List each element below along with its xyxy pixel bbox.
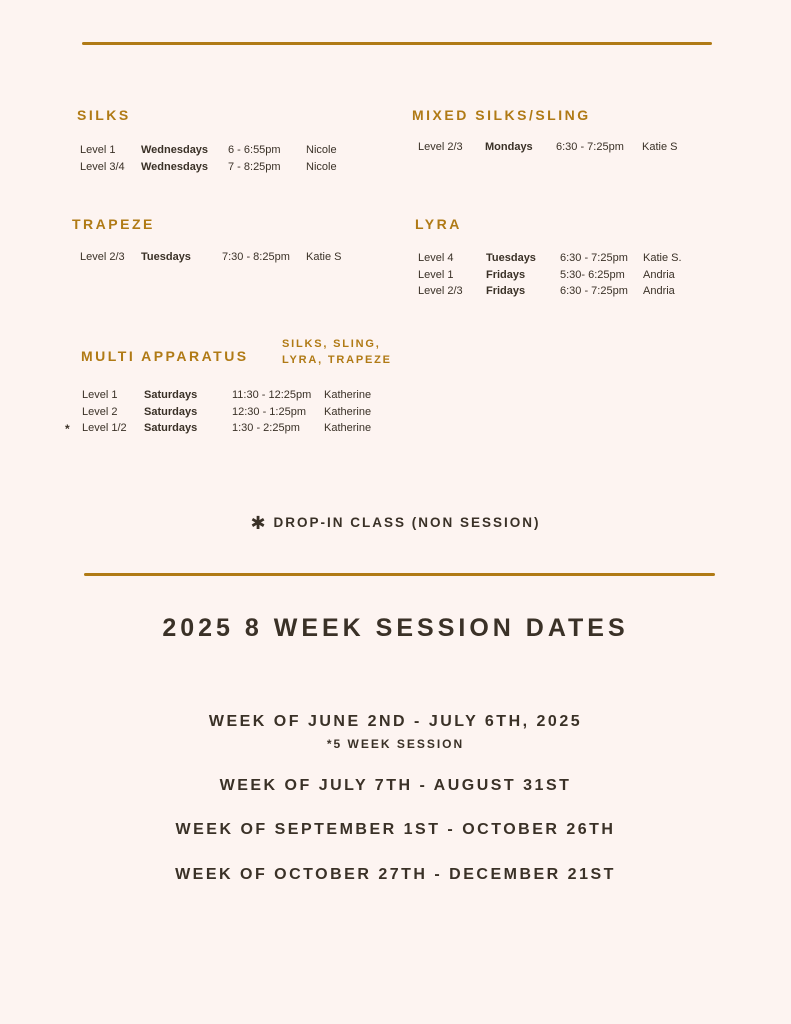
level: Level 2/3 (418, 285, 463, 297)
mixed-silks-sling-title: MIXED SILKS/SLING (412, 107, 591, 123)
time: 1:30 - 2:25pm (232, 422, 300, 434)
day: Tuesdays (141, 251, 191, 263)
level: Level 2/3 (418, 141, 463, 153)
time: 6:30 - 7:25pm (560, 285, 628, 297)
time: 6:30 - 7:25pm (560, 252, 628, 264)
multi-apparatus-title: MULTI APPARATUS (81, 348, 249, 364)
level: Level 1 (418, 268, 454, 281)
instructor: Katie S (642, 141, 678, 153)
level: Level 2 (82, 405, 118, 418)
level: Level 2/3 (80, 251, 125, 263)
subtitle-line: SILKS, SLING, (282, 338, 381, 350)
instructor: Andria (643, 285, 675, 297)
lyra-title: LYRA (415, 216, 462, 232)
instructor: Katie S. (643, 252, 682, 264)
time: 5:30- 6:25pm (560, 268, 625, 281)
time: 7 - 8:25pm (228, 160, 281, 173)
day: Fridays (486, 285, 526, 297)
silks-title: SILKS (77, 107, 131, 123)
dropin-label: DROP-IN CLASS (NON SESSION) (273, 515, 541, 530)
level: Level 1 (80, 144, 116, 156)
asterisk-icon: ✱ (250, 513, 268, 533)
session-note: *5 WEEK SESSION (326, 737, 465, 751)
instructor: Andria (643, 268, 675, 281)
instructor: Katie S (306, 251, 342, 263)
day: Saturdays (144, 422, 198, 434)
instructor: Katherine (324, 405, 372, 418)
level: Level 4 (418, 252, 454, 264)
dropin-legend (0, 513, 791, 534)
level: Level 3/4 (80, 160, 125, 173)
time: 7:30 - 8:25pm (222, 251, 290, 263)
trapeze-title: TRAPEZE (72, 216, 155, 232)
level: Level 1 (82, 389, 118, 401)
session-date: WEEK OF OCTOBER 27TH - DECEMBER 21ST (175, 866, 616, 883)
multi-apparatus-subtitle (282, 336, 392, 368)
time: 6:30 - 7:25pm (556, 141, 624, 153)
dropin-star-icon: * (65, 422, 70, 436)
instructor: Katherine (324, 422, 372, 434)
middle-divider (84, 573, 715, 576)
time: 11:30 - 12:25pm (232, 389, 312, 401)
instructor: Nicole (306, 144, 337, 156)
day: Mondays (485, 141, 533, 153)
time: 6 - 6:55pm (228, 144, 281, 156)
day: Wednesdays (141, 144, 209, 156)
day: Saturdays (144, 405, 198, 418)
subtitle-line: LYRA, TRAPEZE (282, 354, 392, 366)
session-date: WEEK OF JULY 7TH - AUGUST 31ST (219, 777, 572, 794)
day: Tuesdays (486, 252, 536, 264)
session-date: WEEK OF SEPTEMBER 1ST - OCTOBER 26TH (175, 821, 616, 838)
level: Level 1/2 (82, 422, 127, 434)
day: Saturdays (144, 389, 198, 401)
instructor: Katherine (324, 389, 372, 401)
day: Wednesdays (141, 160, 209, 173)
day: Fridays (486, 268, 526, 281)
time: 12:30 - 1:25pm (232, 405, 306, 418)
top-divider (82, 42, 712, 45)
session-dates-heading: 2025 8 WEEK SESSION DATES (162, 614, 629, 642)
session-date: WEEK OF JUNE 2ND - JULY 6TH, 2025 (208, 713, 583, 730)
instructor: Nicole (306, 160, 337, 173)
